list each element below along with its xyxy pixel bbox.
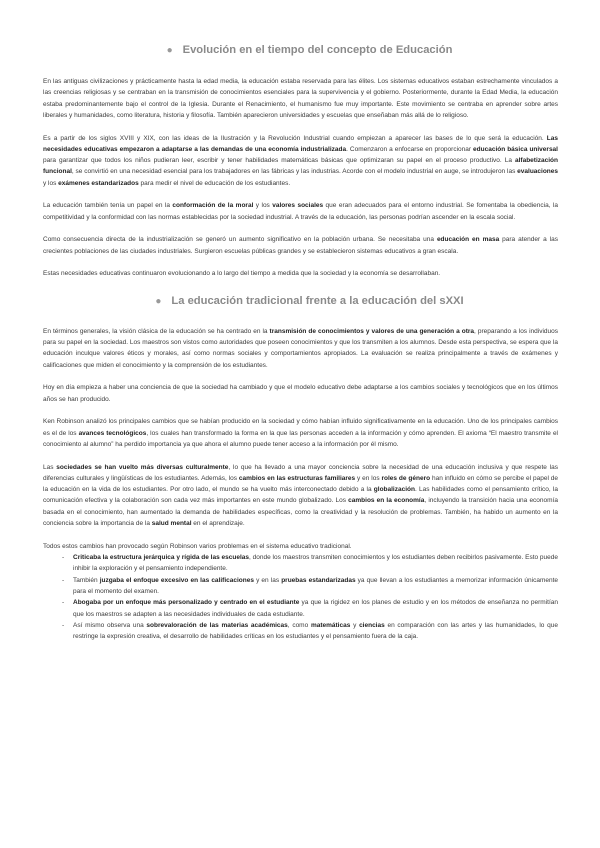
bold-phrase: matemáticas xyxy=(310,621,351,629)
paragraph: Estas necesidades educativas continuaron evolucionando a lo largo del tiempo a medida que la sociedad y la economía se desarrollaban. xyxy=(43,270,441,278)
bold-phrase: transmisión de conocimientos y valores de una generación a otra xyxy=(269,327,475,335)
list-item xyxy=(63,552,558,575)
list-item xyxy=(63,597,558,620)
bullet-icon: ● xyxy=(155,295,162,307)
section-heading-traditional-vs-21st xyxy=(43,294,558,309)
list-item xyxy=(63,620,558,643)
bold-phrase: ciencias xyxy=(359,621,385,629)
bold-phrase: valores sociales xyxy=(272,202,324,210)
list-intro: Todos estos cambios han provocado según Robinson varios problemas en el sistema educativo tradicional. xyxy=(43,542,352,550)
bold-phrase: juzgaba el enfoque excesivo en las calificaciones xyxy=(99,576,254,584)
paragraph: Ken Robinson analizó los principales cambios que se habían producido en la sociedad y cómo habían influido significativamente en la educación. Uno de los principales cambios es el de los avances tecnológicos, los cuales han transformado la forma en la que las personas acceden a la información y cómo aprenden. El axioma “El maestro transmite el conocimiento al alumno” ha perdido importancia ya que ahora el alumno puede tener acceso a la información por él mismo. xyxy=(43,418,558,448)
bold-phrase: sobrevaloración de las materias académicas xyxy=(146,621,288,629)
bold-phrase: cambios en la economía xyxy=(348,497,425,505)
bold-phrase: educación en masa xyxy=(436,236,500,244)
dash-icon: - xyxy=(62,576,65,584)
bold-phrase: conformación de la moral xyxy=(172,202,254,210)
bold-phrase: sociedades se han vuelto más diversas culturalmente xyxy=(56,463,229,471)
paragraph: La educación también tenía un papel en la conformación de la moral y los valores sociales que eran adecuados para el entorno industrial. Se fomentaba la obediencia, la competitividad y la conformidad con las normas establecidas por la sociedad industrial. A través de la educación, las personas podrían ascender en la escala social. xyxy=(43,202,558,221)
list-item-text: Criticaba la estructura jerárquica y rígida de las escuelas, donde los maestros transmiten conocimientos y los estudiantes deben recibirlos pasivamente. Esto puede inhibir la exploración y el pensamiento independiente. xyxy=(73,554,558,573)
dash-icon: - xyxy=(62,621,65,629)
paragraph: En términos generales, la visión clásica de la educación se ha centrado en la transmisión de conocimientos y valores de una generación a otra, preparando a los individuos para su papel en la sociedad. Los maestros son vistos como autoridades que poseen conocimientos y que los transmiten a los alumnos. Desde esta perspectiva, se espera que la educación inculque valores éticos y morales, así como normas sociales y comportamientos apropiados. La evaluación se realiza principalmente a través de exámenes y calificaciones que miden el conocimiento y la comprensión de los estudiantes. xyxy=(43,327,558,369)
paragraph: Hoy en día empieza a haber una conciencia de que la sociedad ha cambiado y que el modelo educativo debe adaptarse a los cambios sociales y tecnológicos que en los últimos años se han producido. xyxy=(43,384,558,403)
bold-phrase: Criticaba la estructura jerárquica y rígida de las escuelas xyxy=(73,554,249,562)
bold-phrase: exámenes estandarizados xyxy=(58,179,139,187)
bold-phrase: cambios en las estructuras familiares xyxy=(238,474,356,482)
bold-phrase: educación básica universal xyxy=(473,145,558,153)
bullet-icon: ● xyxy=(166,45,173,56)
dash-icon: - xyxy=(62,554,65,562)
bold-phrase: pruebas estandarizadas xyxy=(281,576,356,584)
paragraph: Como consecuencia directa de la industrialización se generó un aumento significativo en la población urbana. Se necesitaba una educación en masa para atender a las crecientes poblaciones de las ciudades industriales. Surgieron escuelas públicas grandes y se establecieron sistemas educativos a gran escala. xyxy=(43,236,558,255)
list-item xyxy=(63,575,558,598)
section-heading-text: La educación tradicional frente a la educación del sXXI xyxy=(171,294,464,307)
bold-phrase: globalización xyxy=(373,486,415,494)
bold-phrase: alfabetización funcional xyxy=(43,157,558,176)
list-item-text: También juzgaba el enfoque excesivo en las calificaciones y en las pruebas estandarizadas ya que llevan a los estudiantes a memorizar información únicamente para el momento del examen. xyxy=(73,576,559,595)
paragraph: Las sociedades se han vuelto más diversas culturalmente, lo que ha llevado a una mayor conciencia sobre la necesidad de una educación inclusiva y que respete las diferencias culturales y lingüísticas de los estudiantes. Además, los cambios en las estructuras familiares y en los roles de género han influido en cómo se percibe el papel de la educación en la vida de los estudiantes. Por otro lado, el mundo se ha vuelto más interconectado debido a la globalización. Las habilidades como el pensamiento crítico, la comunicación efectiva y la colaboración son cada vez más importantes en este mundo globalizado. Los cambios en la economía, incluyendo la transición hacia una economía basada en el conocimiento, han aumentado la demanda de habilidades específicas, como la creatividad y la resolución de problemas. También, ha habido un aumento en la conciencia sobre la importancia de la salud mental en el aprendizaje. xyxy=(43,463,559,528)
dash-icon: - xyxy=(62,599,65,607)
section-heading-evolution xyxy=(43,0,558,58)
bold-phrase: salud mental xyxy=(151,520,192,528)
section-heading-text: Evolución en el tiempo del concepto de Educación xyxy=(182,44,453,56)
bold-phrase: roles de género xyxy=(381,474,431,482)
list-item-text: Así mismo observa una sobrevaloración de las materias académicas, como matemáticas y ciencias en comparación con las artes y las humanidades, lo que restringe la expresión creativa, el desarrollo de habilidades críticas en los estudiantes y el pensamiento fuera de la caja. xyxy=(73,621,558,641)
bold-phrase: avances tecnológicos xyxy=(78,429,147,437)
paragraph: En las antiguas civilizaciones y prácticamente hasta la edad media, la educación estaba reservada para las élites. Los sistemas educativos estaban estrechamente vinculados a las creencias religiosas y se centraban en la transmisión de conocimientos esenciales para la supervivencia y el gobierno. Posteriormente, durante la Edad Media, la educación estaba predominantemente bajo el control de la Iglesia. Durante el Renacimiento, el humanismo fue muy importante. Este movimiento se centraba en aprender sobre artes liberales y humanidades, como literatura, historia y filosofía. También aparecieron universidades y escuelas que enseñaban más allá de lo religioso. xyxy=(43,78,558,119)
bold-phrase: evaluaciones xyxy=(517,168,558,176)
bold-phrase: Abogaba por un enfoque más personalizado y centrado en el estudiante xyxy=(73,599,300,607)
list-item-text: Abogaba por un enfoque más personalizado y centrado en el estudiante ya que la rigidez en los planes de estudio y en los métodos de enseñanza no permitían que los maestros se adapten a las necesidades individuales de cada estudiante. xyxy=(73,599,558,618)
problems-list xyxy=(43,552,558,642)
paragraph: Es a partir de los siglos XVIII y XIX, con las ideas de la Ilustración y la Revolución Industrial cuando empiezan a aparecer las bases de lo que será la educación. Las necesidades educativas empezaron a adaptarse a las demandas de una economía industrializada. Comenzaron a enfocarse en proporcionar educación básica universal para garantizar que todos los niños pudieran leer, escribir y tener habilidades matemáticas básicas que optimizaran su papel en el proceso productivo. La alfabetización funcional, se convirtió en una necesidad esencial para los trabajadores en las fábricas y las industrias. Acorde con el modelo industrial en auge, se introdujeron las evaluaciones y los exámenes estandarizados para medir el nivel de educación de los estudiantes. xyxy=(43,134,558,187)
bold-phrase: Las necesidades educativas empezaron a adaptarse a las demandas de una economía industrializada xyxy=(43,134,558,153)
